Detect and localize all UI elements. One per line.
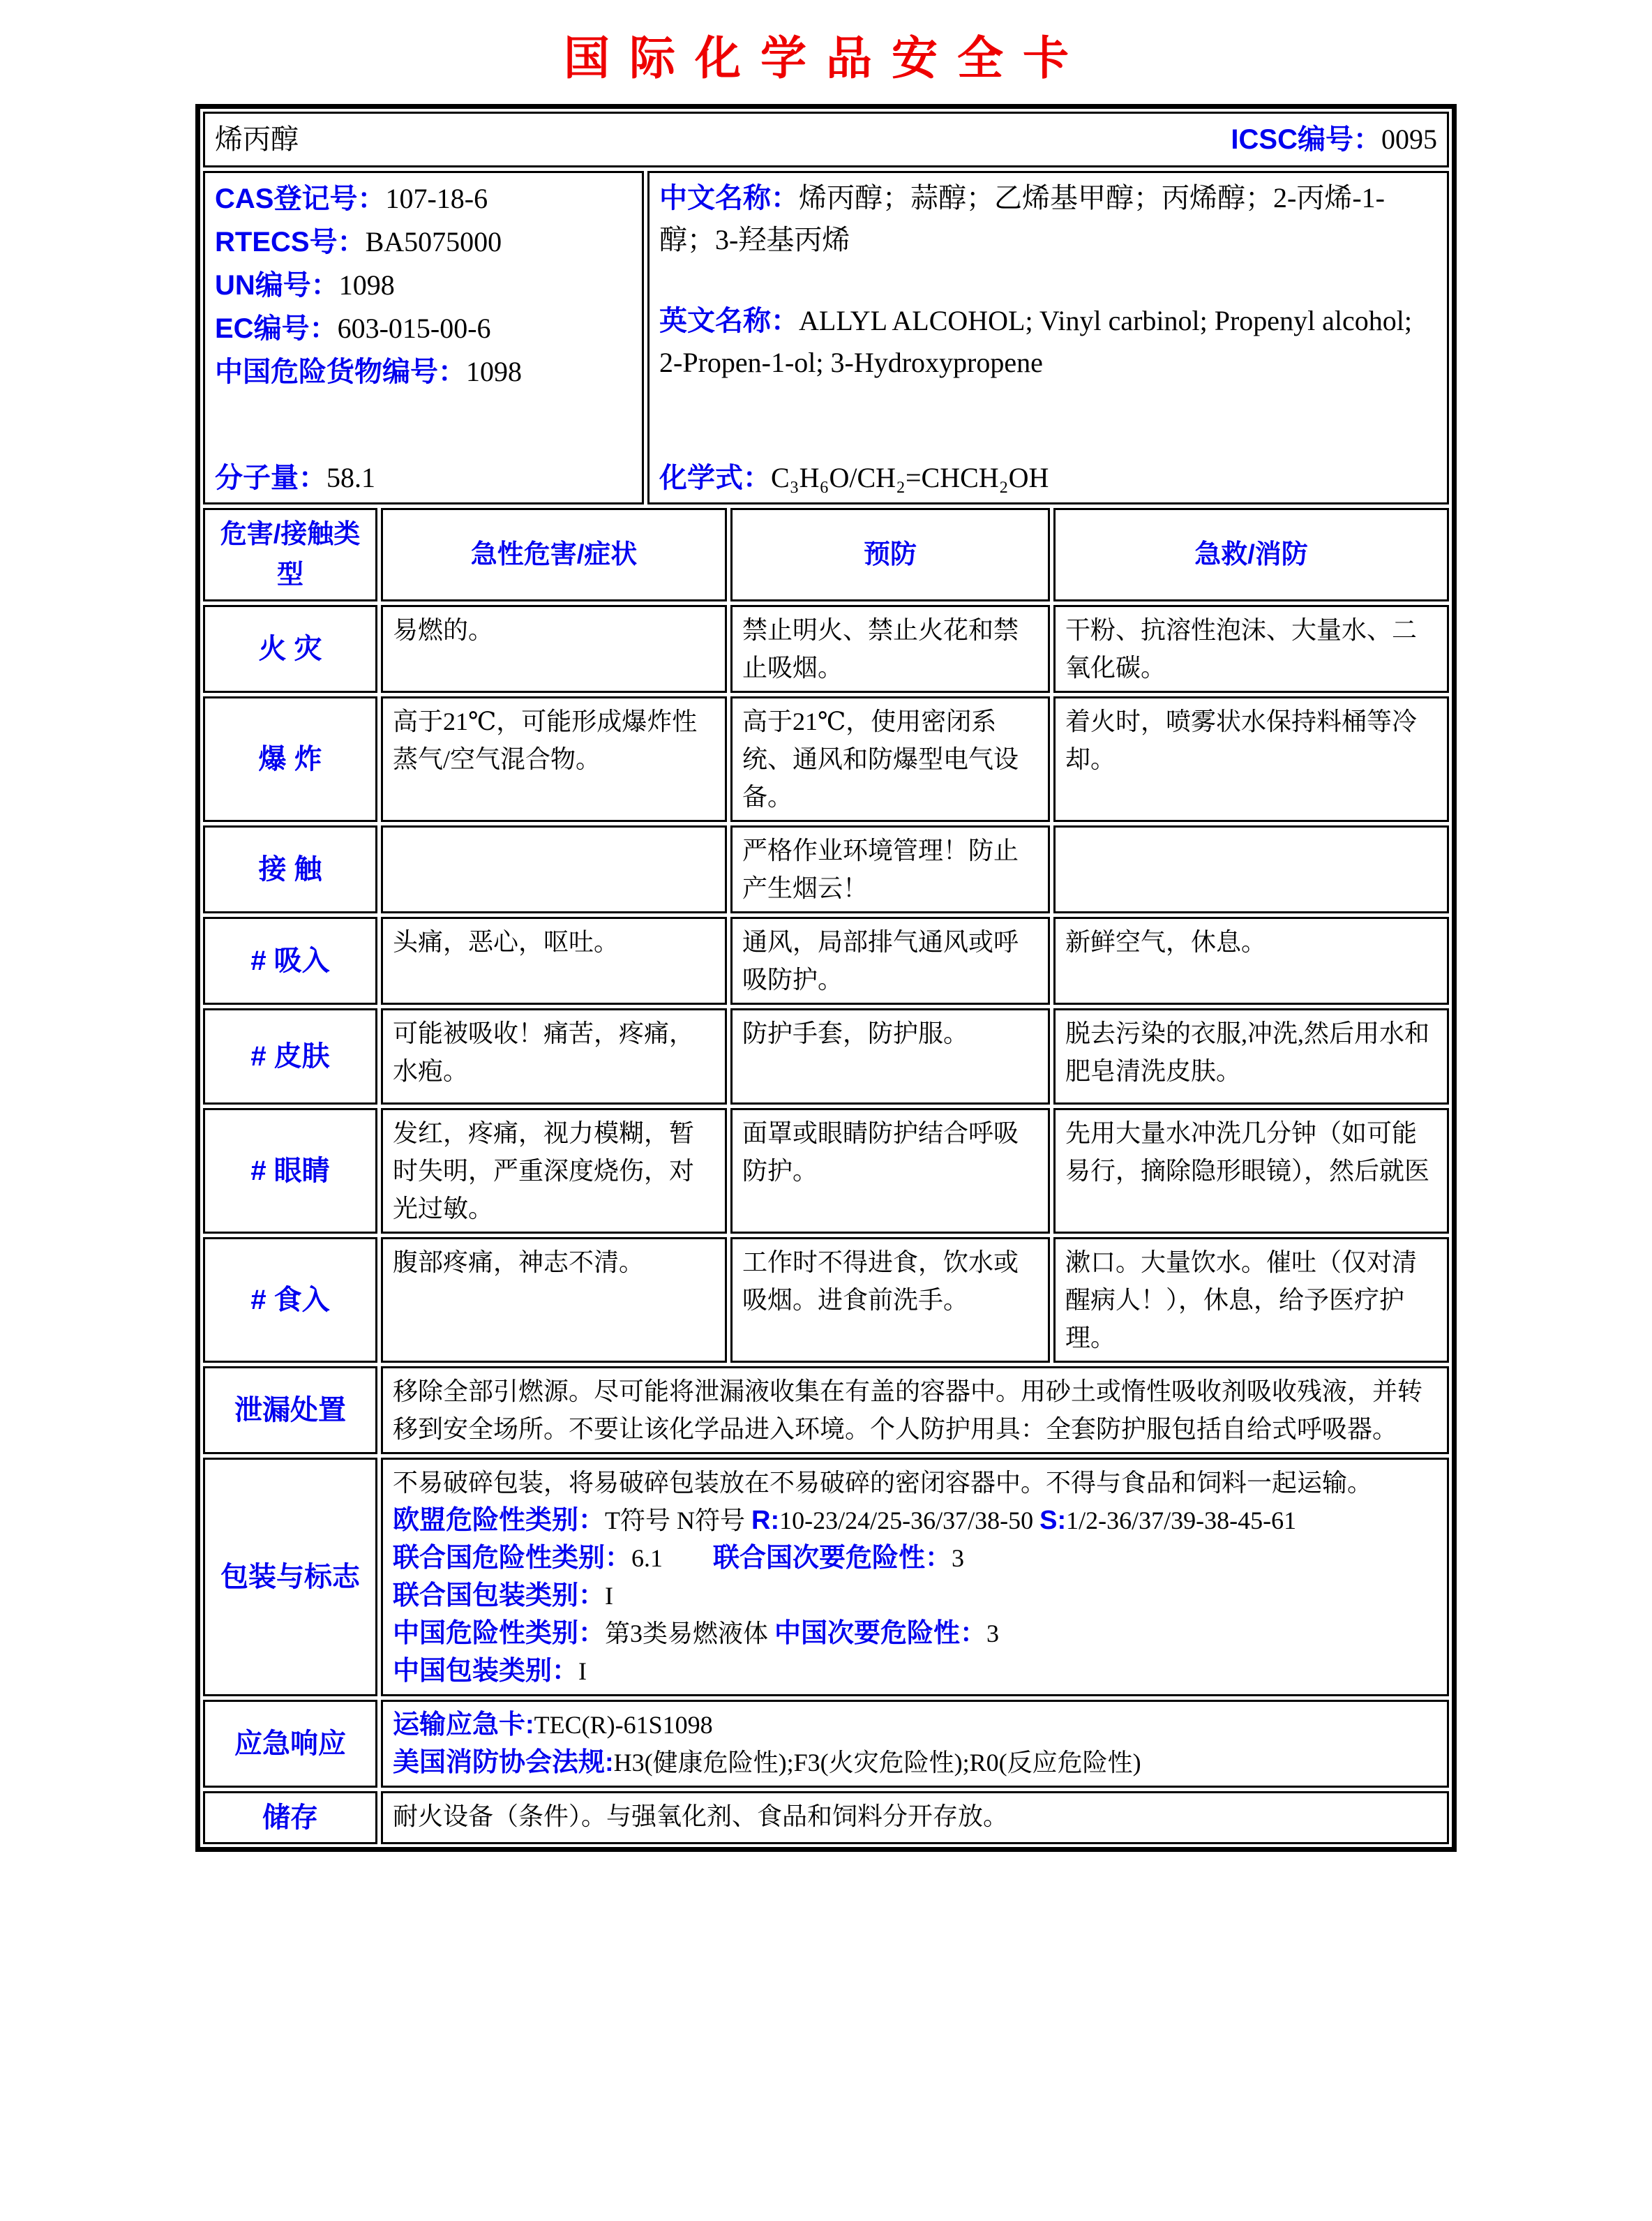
hazard-prevention: 严格作业环境管理！防止产生烟云！ [730, 825, 1050, 913]
hazard-row-fire [203, 605, 1449, 693]
molecular-weight-value: 58.1 [326, 462, 375, 493]
icsc-number-value: 0095 [1381, 124, 1437, 155]
hazard-type-label: # 食入 [203, 1237, 377, 1363]
section-packaging-row [203, 1458, 1449, 1696]
hazard-type-label: 接 触 [203, 825, 377, 913]
identifier-value: 1098 [466, 356, 522, 387]
hazard-prevention: 工作时不得进食，饮水或吸烟。进食前洗手。 [730, 1237, 1050, 1363]
hazard-type-label: 火 灾 [203, 605, 377, 693]
section-spillage-row [203, 1366, 1449, 1454]
identifier-value: 603-015-00-6 [337, 313, 491, 344]
hazard-type-label: 爆 炸 [203, 696, 377, 822]
hazard-prevention: 禁止明火、禁止火花和禁止吸烟。 [730, 605, 1050, 693]
identifier-label: CAS登记号： [215, 184, 386, 214]
hazard-symptoms: 高于21℃，可能形成爆炸性蒸气/空气混合物。 [381, 696, 727, 822]
hazard-symptoms: 可能被吸收！痛苦，疼痛，水疱。 [381, 1008, 727, 1105]
chinese-names-value: 烯丙醇；蒜醇；乙烯基甲醇；丙烯醇；2-丙烯-1-醇；3-羟基丙烯 [659, 182, 1385, 255]
hazard-firstaid: 着火时，喷雾状水保持料桶等冷却。 [1053, 696, 1449, 822]
hazard-row-eyes [203, 1108, 1449, 1234]
header-hazard-type: 危害/接触类型 [203, 508, 377, 601]
identifier-label: EC编号： [215, 313, 338, 344]
identifier-label: UN编号： [215, 270, 339, 301]
identifier-list [215, 177, 632, 394]
header-symptoms: 急性危害/症状 [381, 508, 727, 601]
identifiers-cell [203, 171, 644, 504]
section-content: 不易破碎包装，将易破碎包装放在不易破碎的密闭容器中。不得与食品和饲料一起运输。 欧盟危险性类别：T符号 N符号 R:10-23/24/25-36/37/38-50 S:1/2-36/37/39-38-45-61 联合国危险性类别：6.1 联合国次要危险性：3 联合国包装类别：I 中国危险性类别：第3类易燃液体 中国次要危险性：3 中国包装类别：I [381, 1458, 1449, 1696]
identifier-line [215, 220, 632, 264]
hazard-prevention: 面罩或眼睛防护结合呼吸防护。 [730, 1108, 1050, 1234]
icsc-number-label: ICSC编号： [1231, 124, 1381, 155]
english-names [659, 300, 1437, 384]
molecular-weight-line [215, 458, 632, 498]
english-names-value: ALLYL ALCOHOL; Vinyl carbinol; Propenyl alcohol; 2-Propen-1-ol; 3-Hydroxypropene [659, 305, 1413, 378]
identifier-value: 107-18-6 [385, 183, 488, 214]
identifier-value: BA5075000 [365, 226, 502, 257]
english-names-label: 英文名称： [659, 306, 799, 336]
hazard-symptoms [381, 825, 727, 913]
identifier-label: 中国危险货物编号： [215, 357, 466, 387]
hazard-prevention: 通风，局部排气通风或呼吸防护。 [730, 917, 1050, 1005]
formula-value: C₃H₆O/CH₂=CHCH₂OH [771, 462, 1049, 493]
hazard-firstaid: 新鲜空气，休息。 [1053, 917, 1449, 1005]
section-content: 耐火设备（条件）。与强氧化剂、食品和饲料分开存放。 [381, 1791, 1449, 1844]
hazard-type-label: # 皮肤 [203, 1008, 377, 1105]
identifier-label: RTECS号： [215, 227, 366, 257]
identifier-line [215, 264, 632, 307]
substance-header-cell [203, 112, 1449, 167]
identifier-line [215, 177, 632, 220]
section-content: 运输应急卡:TEC(R)-61S1098 美国消防协会法规:H3(健康危险性);F3(火灾危险性);R0(反应危险性) [381, 1700, 1449, 1788]
chinese-names-label: 中文名称： [659, 183, 799, 214]
hazard-table-header-row [203, 508, 1449, 601]
hazard-row-explosion [203, 696, 1449, 822]
identifier-line [215, 350, 632, 394]
section-storage-row [203, 1791, 1449, 1844]
identifier-value: 1098 [338, 269, 395, 301]
hazard-symptoms: 易燃的。 [381, 605, 727, 693]
hazard-firstaid: 先用大量水冲洗几分钟（如可能易行，摘除隐形眼镜），然后就医 [1053, 1108, 1449, 1234]
chinese-names [659, 177, 1437, 261]
icsc-card [195, 104, 1457, 1852]
icsc-number-group [1231, 121, 1437, 158]
molecular-weight-label: 分子量： [215, 463, 326, 493]
hazard-firstaid: 漱口。大量饮水。催吐（仅对清醒病人！），休息，给予医疗护理。 [1053, 1237, 1449, 1363]
section-content: 移除全部引燃源。尽可能将泄漏液收集在有盖的容器中。用砂土或惰性吸收剂吸收残液，并转移到安全场所。不要让该化学品进入环境。个人防护用具：全套防护服包括自给式呼吸器。 [381, 1366, 1449, 1454]
hazard-firstaid [1053, 825, 1449, 913]
section-emergency-row [203, 1700, 1449, 1788]
section-label: 应急响应 [203, 1700, 377, 1788]
formula-line [659, 458, 1437, 498]
section-label: 包装与标志 [203, 1458, 377, 1696]
page-title: 国际化学品安全卡 [564, 33, 1088, 84]
hazard-row-skin [203, 1008, 1449, 1105]
names-cell [647, 171, 1449, 504]
section-label: 储存 [203, 1791, 377, 1844]
identifier-line [215, 307, 632, 350]
hazard-prevention: 高于21℃，使用密闭系统、通风和防爆型电气设备。 [730, 696, 1050, 822]
hazard-row-ingestion [203, 1237, 1449, 1363]
substance-header-row [203, 112, 1449, 167]
hazard-type-label: # 眼睛 [203, 1108, 377, 1234]
hazard-symptoms: 发红，疼痛，视力模糊，暂时失明，严重深度烧伤，对光过敏。 [381, 1108, 727, 1234]
hazard-prevention: 防护手套，防护服。 [730, 1008, 1050, 1105]
header-firstaid: 急救/消防 [1053, 508, 1449, 601]
hazard-firstaid: 脱去污染的衣服,冲洗,然后用水和肥皂清洗皮肤。 [1053, 1008, 1449, 1105]
hazard-type-label: # 吸入 [203, 917, 377, 1005]
substance-name: 烯丙醇 [215, 124, 299, 155]
section-label: 泄漏处置 [203, 1366, 377, 1454]
hazard-symptoms: 头痛，恶心，呕吐。 [381, 917, 727, 1005]
formula-label: 化学式： [659, 463, 771, 493]
hazard-symptoms: 腹部疼痛，神志不清。 [381, 1237, 727, 1363]
identification-row [203, 171, 1449, 504]
header-prevention: 预防 [730, 508, 1050, 601]
hazard-row-contact [203, 825, 1449, 913]
hazard-firstaid: 干粉、抗溶性泡沫、大量水、二氧化碳。 [1053, 605, 1449, 693]
hazard-row-inhalation [203, 917, 1449, 1005]
